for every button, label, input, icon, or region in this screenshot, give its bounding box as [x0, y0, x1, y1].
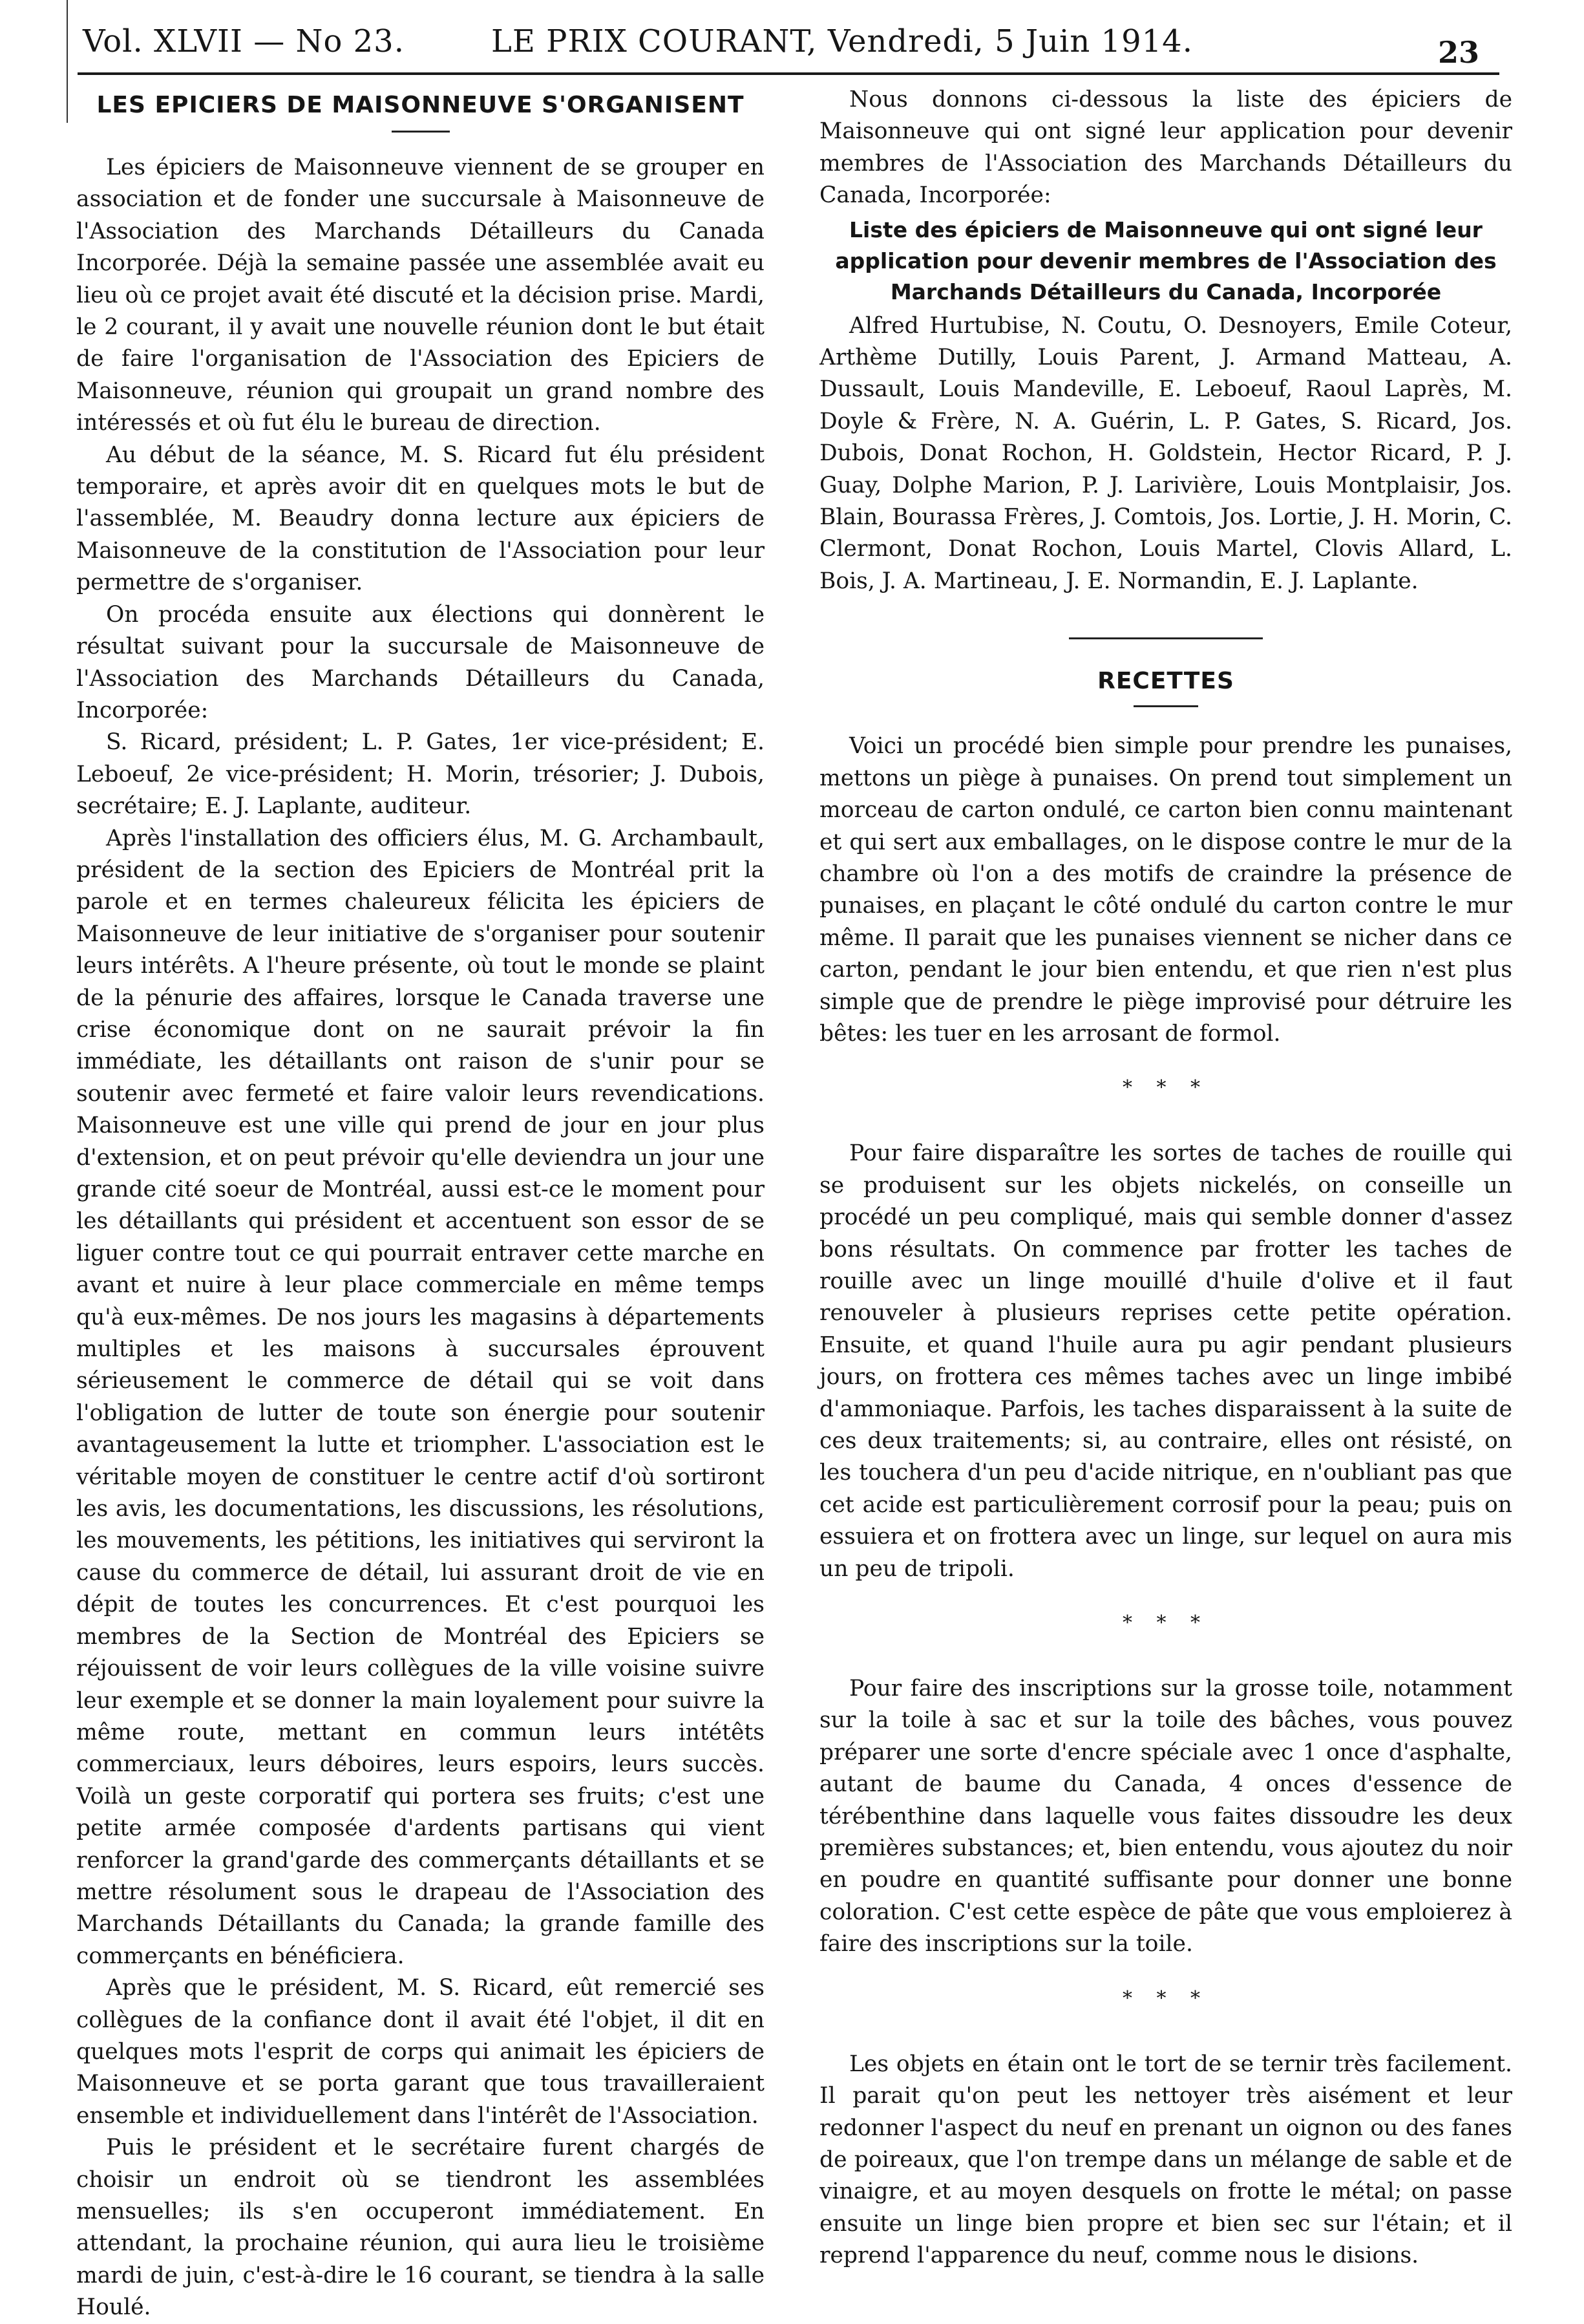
article-paragraph: On procéda ensuite aux élections qui donnèrent le résultat suivant pour la succursale de Maisonneuve de l'Association des Marchands Détailleurs du Canada, Incorporée:: [76, 601, 765, 723]
recipe-paragraph: Pour faire disparaître les sortes de taches de rouille qui se produisent sur les objets nickelés, on conseille un procédé un peu compliqué, mais qui semble donner d'assez bons résultats. On commence par frotter les taches de rouille avec un linge mouillé d'huile d'olive et il faut renouveler à plusieurs reprises cette petite opération. Ensuite, et quand l'huile aura pu agir pendant plusieurs jours, on frottera ces mêmes taches avec un linge imbibé d'ammoniaque. Parfois, les taches disparaissent à la suite de ces deux traitements; si, au contraire, elles ont résisté, on les touchera d'un peu d'acide nitrique, en n'oubliant pas que cet acide est particulièrement corrosif pour la peau; puis on essuiera et on frottera avec un linge, sur lequel on aura mis un peu de tripoli.: [819, 1140, 1512, 1582]
article-paragraph: S. Ricard, président; L. P. Gates, 1er vice-président; E. Leboeuf, 2e vice-président; H. Morin, trésorier; J. Dubois, secrétaire; E. J. Laplante, auditeur.: [76, 729, 765, 820]
publication-title: LE PRIX COURANT, Vendredi, 5 Juin 1914.: [491, 23, 1193, 59]
volume-label: Vol. XLVII — No 23.: [83, 23, 405, 59]
list-intro: Nous donnons ci-dessous la liste des épiciers de Maisonneuve qui ont signé leur application pour devenir membres de l'Association des Marchands Détailleurs du Canada, Incorporée:: [819, 87, 1512, 209]
member-list: Alfred Hurtubise, N. Coutu, O. Desnoyers, Emile Coteur, Arthème Dutilly, Louis Parent, J. Armand Matteau, A. Dussault, Louis Mandeville, E. Leboeuf, Raoul Laprès, M. Doyle & Frère, N. A. Guérin, L. P. Gates, S. Ricard, Jos. Dubois, Donat Rochon, H. Goldstein, Hector Ricard, P. J. Guay, Dolphe Marion, P. J. Larivière, Louis Montplaisir, Jos. Blain, Bourassa Frères, J. Comtois, Jos. Lortie, J. H. Morin, C. Clermont, Donat Rochon, Louis Martel, Clovis Allard, L. Bois, J. A. Martineau, J. E. Normandin, E. J. Laplante.: [819, 312, 1512, 594]
article-paragraph: Les épiciers de Maisonneuve viennent de se grouper en association et de fonder une succursale à Maisonneuve de l'Association des Marchands Détailleurs du Canada Incorporée. Déjà la semaine passée une assemblée avait eu lieu où ce projet avait été discuté et la décision prise. Mardi, le 2 courant, il y avait une nouvelle réunion dont le but était de faire l'organisation de l'Association des Epiciers de Maisonneuve, réunion qui groupait un grand nombre des intéressés et où fut élu le bureau de direction.: [76, 155, 765, 436]
article-paragraph: Puis le président et le secrétaire furent chargés de choisir un endroit où se tiendront les assemblées mensuelles; ils s'en occuperont immédiatement. En attendant, la prochaine réunion, qui aura lieu le troisième mardi de juin, c'est-à-dire le 16 courant, se tiendra à la salle Houlé.: [76, 2135, 765, 2321]
recipe-paragraph: Les objets en étain ont le tort de se ternir très facilement. Il parait qu'on peut les nettoyer très aisément et leur redonner l'aspect du neuf en prenant un oignon ou des fanes de poireaux, que l'on trempe dans un mélange de sable et de vinaigre, et au moyen desquels on frotte le métal; on passe ensuite un linge bien propre et bien sec sur l'étain; et il reprend l'apparence du neuf, comme nous le disions.: [819, 2051, 1512, 2269]
list-heading: Liste des épiciers de Maisonneuve qui ont signé leur application pour devenir membres de l'Association des Marchands Détailleurs du Canada, Incorporée: [835, 217, 1497, 304]
left-column: [76, 84, 765, 2324]
right-column: [819, 84, 1512, 2272]
page-header: [78, 12, 1499, 70]
header-rule: [78, 72, 1499, 75]
article-paragraph: Après que le président, M. S. Ricard, eût remercié ses collègues de la confiance dont il avait été l'objet, il dit en quelques mots l'esprit de corps qui animait les épiciers de Maisonneuve et se porta garant que tous travailleraient ensemble et individuellement dans l'intérêt de l'Association.: [76, 1975, 765, 2129]
page-margin-line: [67, 0, 68, 123]
page-number: 23: [1438, 35, 1480, 70]
asterism-separator: * * *: [1122, 1987, 1210, 2010]
asterism-separator: * * *: [1122, 1076, 1210, 1100]
recipe-paragraph: Voici un procédé bien simple pour prendre les punaises, mettons un piège à punaises. On prend tout simplement un morceau de carton ondulé, ce carton bien connu maintenant et qui sert aux emballages, on le dispose contre le mur de la chambre où l'on a des motifs de craindre la présence de punaises, en plaçant le côté ondulé du carton contre le mur même. Il parait que les punaises viennent se nicher dans ce carton, pendant le jour bien entendu, et que rien n'est plus simple que de prendre le piège improvisé pour détruire les bêtes: les tuer en les arrosant de formol.: [819, 733, 1512, 1047]
article-title: LES EPICIERS DE MAISONNEUVE S'ORGANISENT: [96, 92, 744, 118]
section-divider: [1069, 637, 1263, 639]
recettes-rule: [1134, 705, 1198, 707]
recipe-paragraph: Pour faire des inscriptions sur la grosse toile, notamment sur la toile à sac et sur la toile des bâches, vous pouvez préparer une sorte d'encre spéciale avec 1 once d'asphalte, autant de baume du Canada, 4 onces d'essence de térébenthine dans laquelle vous faites dissoudre les deux premières substances; et, bien entendu, vous ajoutez du noir en poudre en quantité suffisante pour donner une bonne coloration. C'est cette espèce de pâte que vous emploierez à faire des inscriptions sur la toile.: [819, 1676, 1512, 1957]
asterism-separator: * * *: [1122, 1612, 1210, 1635]
article-paragraph: Après l'installation des officiers élus, M. G. Archambault, président de la section des Epiciers de Montréal prit la parole et en termes chaleureux félicita les épiciers de Maisonneuve de leur initiative de s'organiser pour soutenir leurs intérêts. A l'heure présente, où tout le monde se plaint de la pénurie des affaires, lorsque le Canada traverse une crise économique dont on ne saurait prévoir la fin immédiate, les détaillants ont raison de s'unir pour se soutenir avec fermeté et faire valoir leurs revendications. Maisonneuve est une ville qui prend de jour en jour plus d'extension, et on peut prévoir qu'elle deviendra un jour une grande cité soeur de Montréal, aussi est-ce le moment pour les détaillants qui président et accentuent son essor de se liguer contre tout ce qui pourrait entraver cette marche en avant et nuire à leur place commerciale en même temps qu'à eux-mêmes. De nos jours les magasins à départements multiples et les maisons à succursales éprouvent sérieusement le commerce de détail qui se voit dans l'obligation de lutter de toute son énergie pour soutenir avantageusement la lutte et triompher. L'association est le véritable moyen de constituer le centre actif d'où sortiront les avis, les documentations, les discussions, les résolutions, les mouvements, les pétitions, les initiatives qui serviront la cause du commerce de détail, lui assurant droit de vie en dépit de toutes les concurrences. Et c'est pourquoi les membres de la Section de Montréal des Epiciers se réjouissent de voir leurs collègues de la ville voisine suivre leur exemple et se donner la main loyalement pour suivre la même route, mettant en commun leurs intétêts commerciaux, leurs déboires, leurs espoirs, leurs succès. Voilà un geste corporatif qui portera ses fruits; c'est une petite armée composée d'ardents partisans qui vient renforcer la grand'garde des commerçants détaillants et se mettre résolument sous le drapeau de l'Association des Marchands Détaillants du Canada; la grande famille des commerçants en bénéficiera.: [76, 825, 765, 1969]
recettes-title: RECETTES: [1097, 668, 1234, 695]
article-paragraph: Au début de la séance, M. S. Ricard fut élu président temporaire, et après avoir dit en quelques mots le but de l'assemblée, M. Beaudry donna lecture aux épiciers de Maisonneuve de la constitution de l'Association pour leur permettre de s'organiser.: [76, 442, 765, 596]
title-rule: [392, 131, 450, 133]
